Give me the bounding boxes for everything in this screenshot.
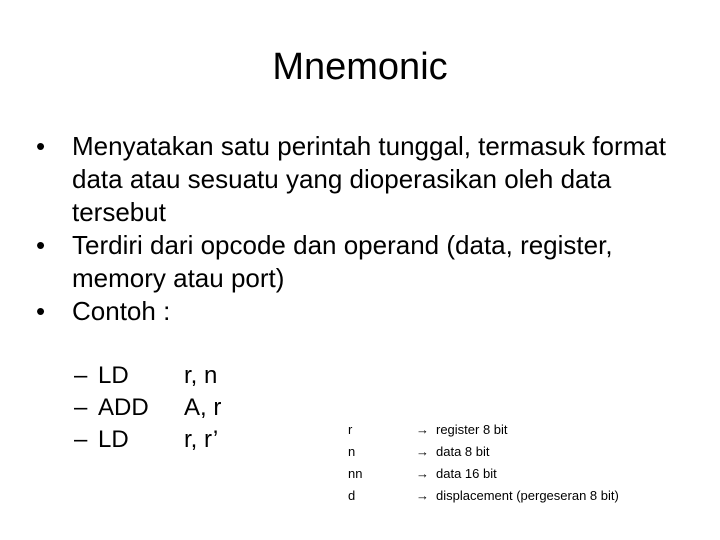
legend-description: data 16 bit: [436, 466, 497, 481]
example-operands: r, r’: [184, 426, 219, 453]
bullet-dot-icon: •: [36, 230, 46, 260]
legend-item: [348, 419, 619, 441]
bullet-dot-icon: •: [36, 296, 46, 326]
legend-description: displacement (pergeseran 8 bit): [436, 488, 619, 503]
example-item: [74, 360, 221, 392]
example-opcode: ADD: [98, 394, 149, 421]
slide-title: Mnemonic: [272, 46, 448, 88]
bullet-dot-icon: •: [36, 131, 46, 161]
legend-symbol: nn: [348, 466, 363, 481]
arrow-right-icon: →: [416, 466, 429, 481]
example-opcode: LD: [98, 426, 129, 453]
dash-icon: –: [74, 362, 88, 389]
example-operands: A, r: [184, 394, 222, 421]
bullet-text: Terdiri dari opcode dan operand (data, register, memory atau port): [72, 230, 613, 293]
legend-symbol: d: [348, 488, 356, 503]
arrow-right-icon: →: [416, 444, 429, 459]
dash-icon: –: [74, 426, 88, 453]
legend-item: [348, 463, 619, 485]
example-item: [74, 424, 221, 456]
legend-symbol: n: [348, 444, 356, 459]
bullet-text: Contoh :: [72, 296, 171, 326]
example-list: [74, 360, 221, 456]
dash-icon: –: [74, 394, 88, 421]
bullet-item: [36, 295, 696, 328]
example-opcode: LD: [98, 362, 129, 389]
arrow-right-icon: →: [416, 422, 429, 437]
arrow-right-icon: →: [416, 488, 429, 503]
operand-legend: [348, 419, 619, 507]
bullet-text: Menyatakan satu perintah tunggal, termasuk format data atau sesuatu yang dioperasikan oleh data tersebut: [72, 131, 666, 227]
legend-description: register 8 bit: [436, 422, 508, 437]
bullet-item: [36, 229, 696, 295]
bullet-list: [36, 130, 696, 328]
legend-description: data 8 bit: [436, 444, 490, 459]
legend-symbol: r: [348, 422, 353, 437]
example-operands: r, n: [184, 362, 218, 389]
bullet-item: [36, 130, 696, 229]
legend-item: [348, 485, 619, 507]
example-item: [74, 392, 221, 424]
legend-item: [348, 441, 619, 463]
